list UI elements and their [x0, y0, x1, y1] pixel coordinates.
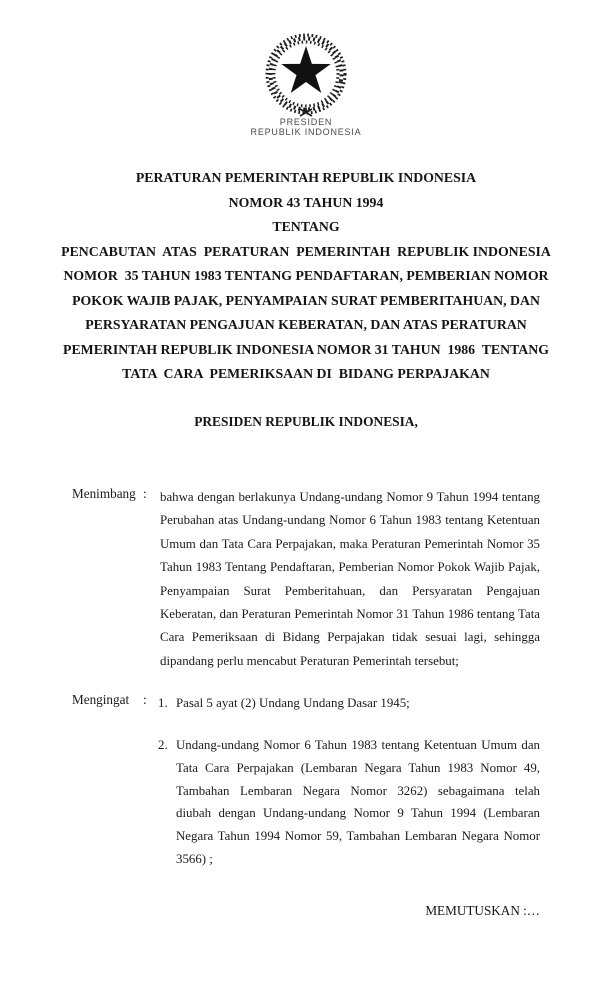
title-line-subject-5: PEMERINTAH REPUBLIK INDONESIA NOMOR 31 TAHUN 1986 TENTANG	[63, 341, 549, 357]
menimbang-line: Keberatan, dan Peraturan Pemerintah Nomor 31 Tahun 1986 tentang Tata	[160, 606, 540, 621]
menimbang-line: Perubahan atas Undang-undang Nomor 6 Tahun 1983 tentang Ketentuan	[160, 513, 540, 528]
mengingat-label: Mengingat	[72, 692, 130, 707]
title-line-subject-1: PENCABUTAN ATAS PERATURAN PEMERINTAH REPUBLIK INDONESIA	[61, 243, 551, 259]
menimbang-line: dipandang perlu mencabut Peraturan Pemerintah tersebut;	[160, 653, 459, 668]
title-line-tentang: TENTANG	[272, 219, 340, 235]
salutation: PRESIDEN REPUBLIK INDONESIA,	[194, 414, 418, 429]
presidential-seal	[0, 30, 612, 138]
mengingat-line: Tambahan Lembaran Negara Nomor 3262) sebagaimana telah	[176, 783, 540, 798]
seal-label-presiden: PRESIDEN	[279, 117, 333, 127]
title-line-subject-6: TATA CARA PEMERIKSAAN DI BIDANG PERPAJAKAN	[122, 366, 490, 382]
mengingat-line: 3566) ;	[176, 851, 213, 866]
regulation-title	[30, 166, 582, 387]
menimbang-label: Menimbang	[72, 486, 136, 501]
memutuskan-catchword: MEMUTUSKAN :…	[425, 903, 540, 918]
title-line-number: NOMOR 43 TAHUN 1994	[228, 194, 384, 210]
title-line-regulation: PERATURAN PEMERINTAH REPUBLIK INDONESIA	[135, 170, 477, 185]
seal-label-republik-indonesia: REPUBLIK INDONESIA	[250, 127, 362, 137]
mengingat-line: Negara Tahun 1994 Nomor 59, Tambahan Lembaran Negara Nomor	[176, 829, 540, 844]
menimbang-line: Tahun 1983 Tentang Pendaftaran, Pemberian Nomor Pokok Wajib Pajak,	[160, 560, 540, 575]
mengingat-colon: :	[143, 692, 147, 707]
menimbang-body	[160, 486, 540, 673]
item-body	[176, 734, 540, 871]
item-number: 2.	[158, 738, 168, 752]
star-icon	[281, 46, 330, 93]
menimbang-line: Cara Pemeriksaan di Bidang Perpajakan tidak sesuai lagi, sehingga	[160, 630, 540, 645]
title-line-subject-2: NOMOR 35 TAHUN 1983 TENTANG PENDAFTARAN, PEMBERIAN NOMOR	[63, 268, 549, 284]
menimbang-line: bahwa dengan berlakunya Undang-undang Nomor 9 Tahun 1994 tentang	[160, 490, 540, 504]
menimbang-line: Umum dan Tata Cara Perpajakan, maka Peraturan Pemerintah Nomor 35	[160, 536, 540, 551]
mengingat-line: diubah dengan Undang-undang Nomor 9 Tahun 1994 (Lembaran	[176, 806, 540, 821]
menimbang-colon: :	[143, 486, 147, 501]
mengingat-line: Tata Cara Perpajakan (Lembaran Negara Tahun 1983 Nomor 49,	[176, 760, 540, 775]
item-number: 1.	[158, 696, 168, 710]
menimbang-line: Penyampaian Surat Pemberitahuan, dan Persyaratan Pengajuan	[160, 583, 540, 598]
title-line-subject-4: PERSYARATAN PENGAJUAN KEBERATAN, DAN ATAS PERATURAN	[85, 317, 527, 333]
seal-graphic	[258, 30, 354, 118]
item-text: Pasal 5 ayat (2) Undang Undang Dasar 1945;	[176, 696, 410, 710]
ribbon-icon	[300, 108, 312, 116]
title-line-subject-3: POKOK WAJIB PAJAK, PENYAMPAIAN SURAT PEMBERITAHUAN, DAN	[72, 292, 540, 308]
mengingat-line: Undang-undang Nomor 6 Tahun 1983 tentang Ketentuan Umum dan	[176, 738, 540, 752]
